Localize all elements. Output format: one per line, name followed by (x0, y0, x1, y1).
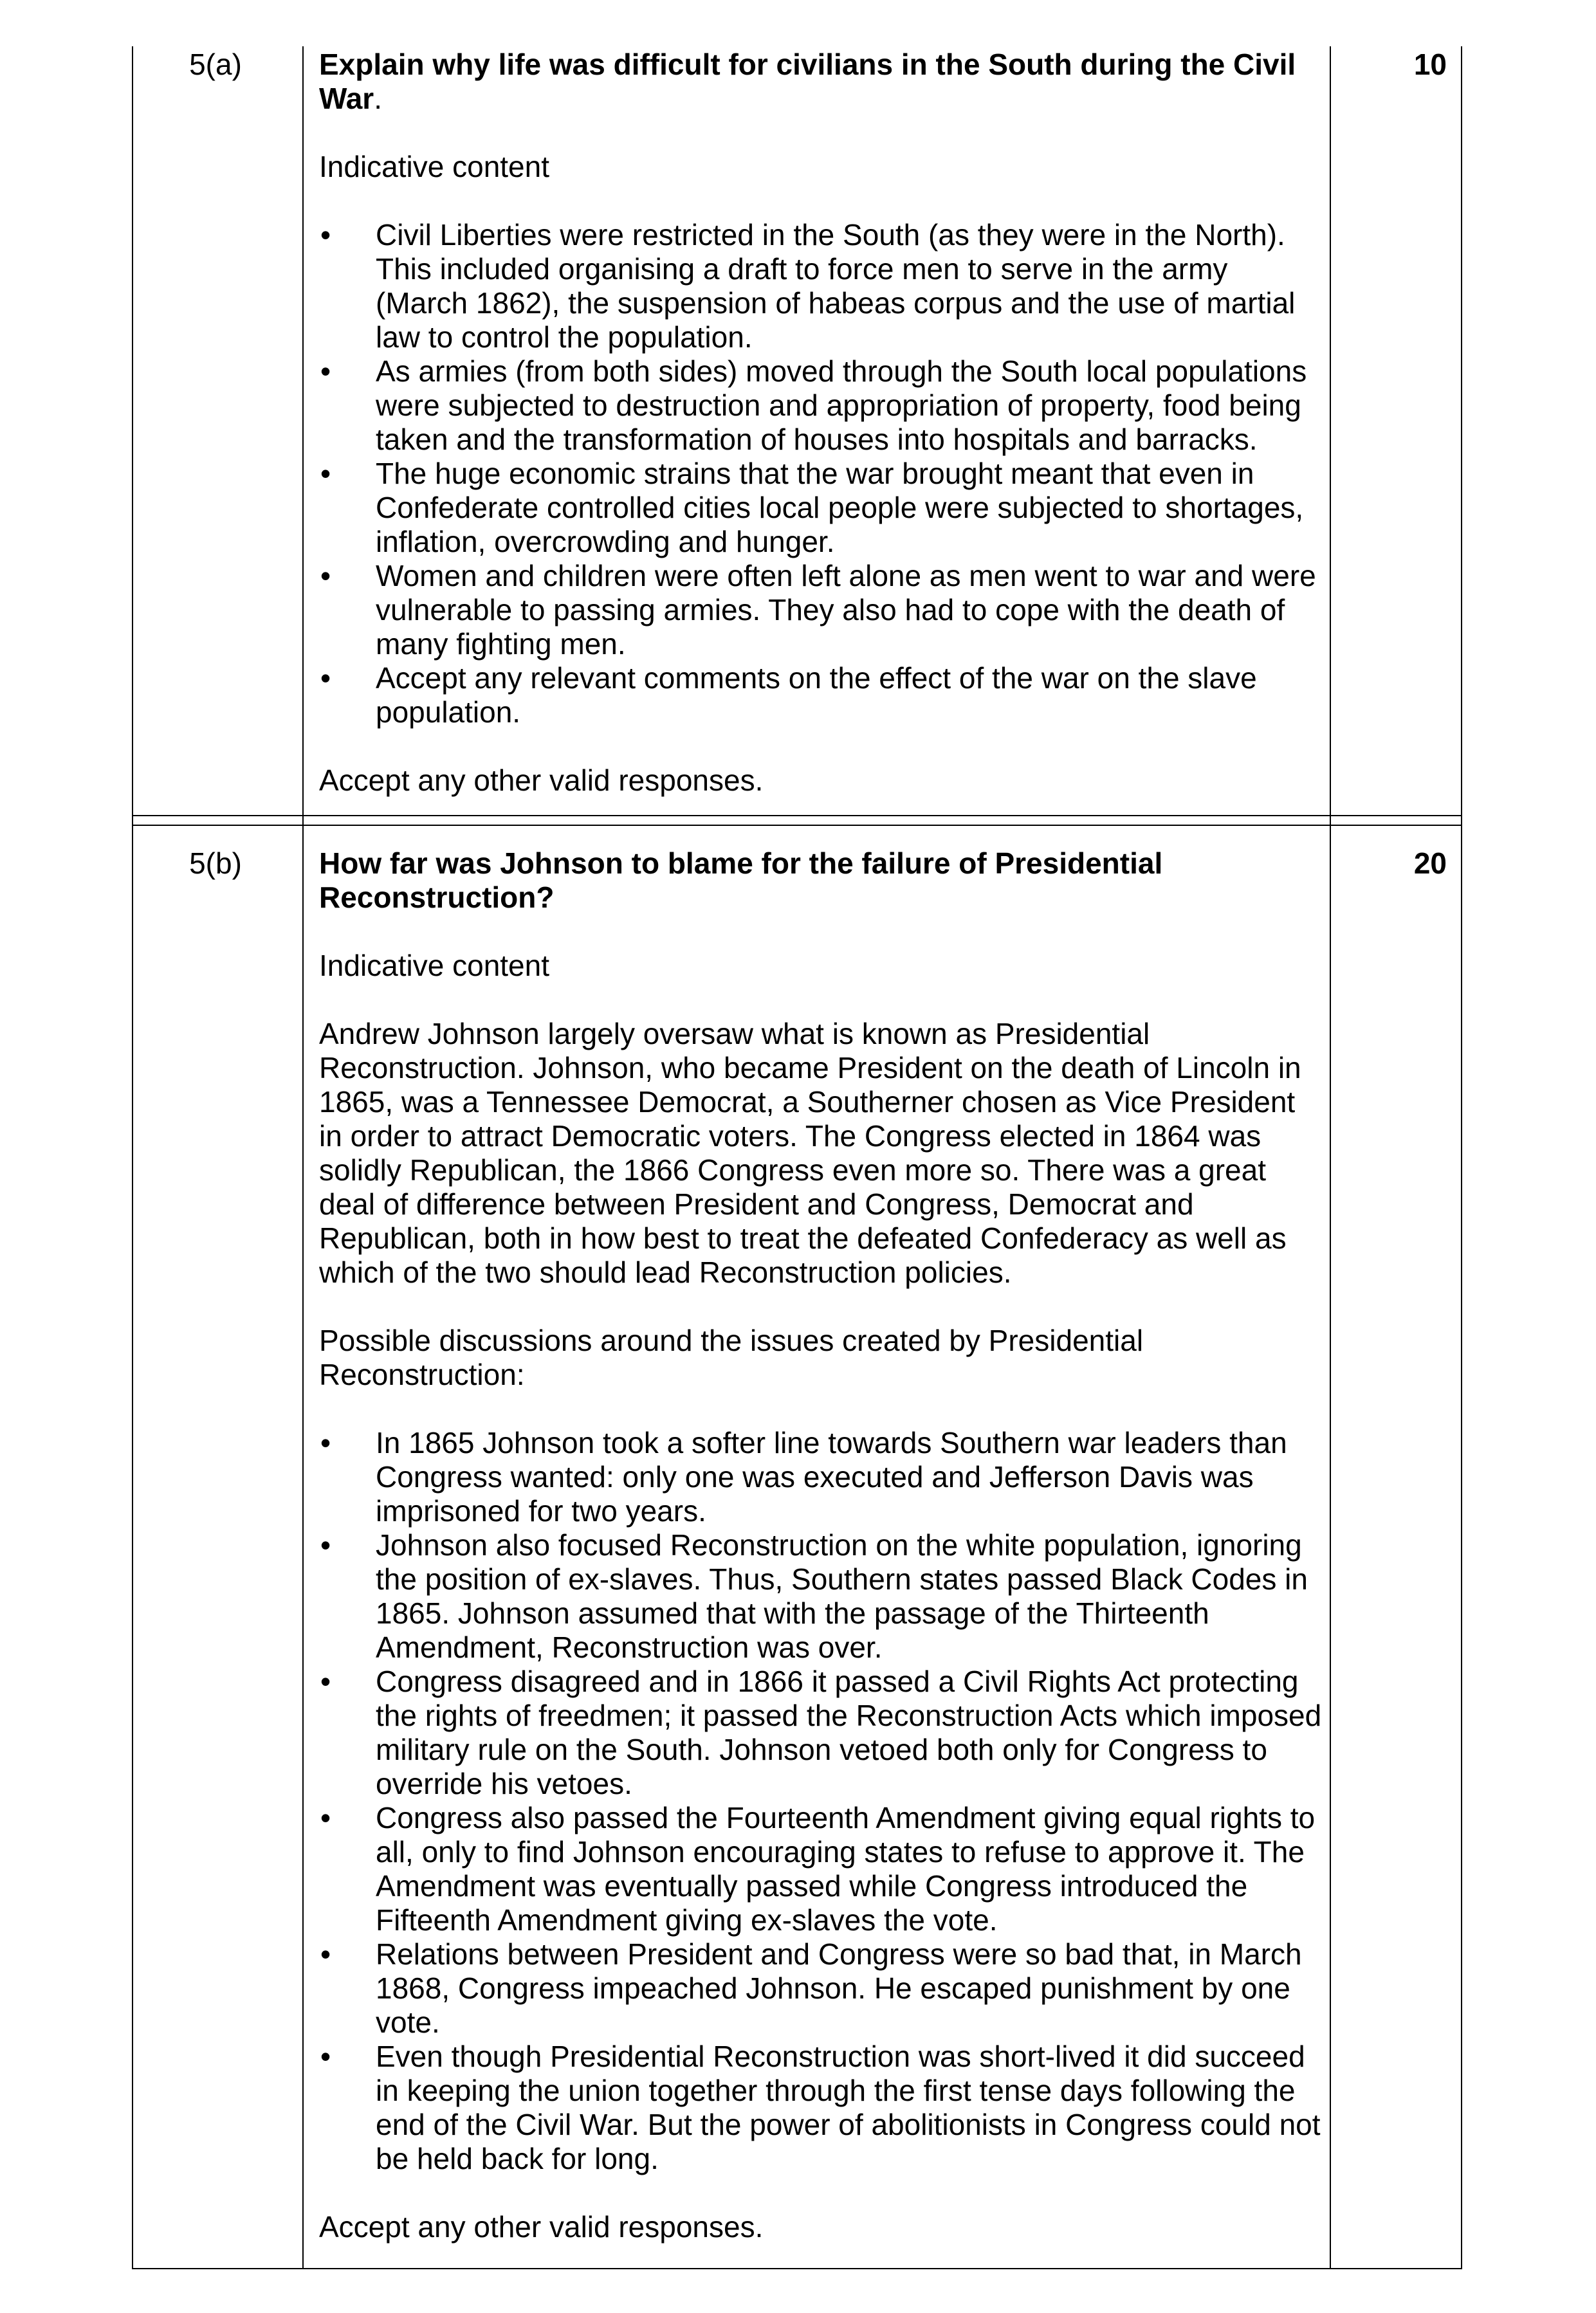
bullet-icon: • (320, 1528, 331, 1562)
list-item (319, 661, 1323, 729)
paragraph: Andrew Johnson largely oversaw what is known as Presidential Reconstruction. Johnson, who became President on the death of Lincoln in 1865, was a Tennessee Democrat, a Southerner chosen as Vice President in order to attract Democratic voters. The Congress elected in 1864 was solidly Republican, the 1866 Congress even more so. There was a great deal of difference between President and Congress, Democrat and Republican, both in how best to treat the defeated Confederacy as well as which of the two should lead Reconstruction policies. (319, 1017, 1301, 1289)
bullet-icon: • (320, 2040, 331, 2073)
question-marks (1338, 846, 1463, 881)
question-content-5a (319, 48, 1323, 798)
question-number: 5(a) (189, 48, 242, 81)
list-item-text: Women and children were often left alone as men went to war and were vulnerable to passing armies. They also had to cope with the death of many fighting men. (376, 559, 1316, 661)
list-item (319, 354, 1323, 457)
list-item (319, 1937, 1323, 2040)
bullet-icon: • (320, 218, 331, 251)
table-col-divider-2 (1330, 46, 1331, 2269)
paragraph: Possible discussions around the issues created by Presidential Reconstruction: (319, 1324, 1144, 1391)
row-separator-top (132, 815, 1462, 816)
marks-value: 20 (1413, 846, 1447, 880)
list-item-text: Accept any relevant comments on the effect of the war on the slave population. (376, 661, 1257, 729)
list-item (319, 1528, 1323, 1665)
list-item-text: Relations between President and Congress were so bad that, in March 1868, Congress impeached Johnson. He escaped punishment by one vote. (376, 1937, 1302, 2039)
list-item-text: The huge economic strains that the war brought meant that even in Confederate controlled cities local people were subjected to shortages, inflation, overcrowding and hunger. (376, 457, 1304, 558)
table-col-divider-1 (302, 46, 304, 2269)
bullet-icon: • (320, 661, 331, 695)
list-item-text: Civil Liberties were restricted in the South (as they were in the North). This included organising a draft to force men to serve in the army (March 1862), the suspension of habeas corpus and the use of martial law to control the population. (376, 218, 1296, 354)
bullet-icon: • (320, 1801, 331, 1834)
bullet-list-5b (319, 1426, 1323, 2176)
indicative-content-heading: Indicative content (319, 150, 550, 183)
bullet-icon: • (320, 1665, 331, 1698)
question-text (319, 48, 1323, 116)
bullet-list-5a (319, 218, 1323, 729)
bullet-icon: • (320, 1426, 331, 1459)
list-item-text: Congress disagreed and in 1866 it passed a Civil Rights Act protecting the rights of freedmen; it passed the Reconstruction Acts which imposed military rule on the South. Johnson vetoed both only for Congress to override his vetoes. (376, 1665, 1322, 1800)
table-right-border (1461, 46, 1462, 2269)
list-item (319, 218, 1323, 354)
list-item-text: Congress also passed the Fourteenth Amendment giving equal rights to all, only to find Johnson encouraging states to refuse to approve it. The Amendment was eventually passed while Congress introduced the Fifteenth Amendment giving ex-slaves the vote. (376, 1801, 1316, 1937)
list-item (319, 457, 1323, 559)
closing-text: Accept any other valid responses. (319, 2210, 764, 2244)
row-separator-bottom (132, 825, 1462, 826)
table-left-border (132, 46, 133, 2269)
list-item (319, 1801, 1323, 1937)
list-item (319, 2040, 1323, 2176)
bullet-icon: • (320, 457, 331, 490)
list-item (319, 1665, 1323, 1801)
question-trail: . (374, 82, 382, 115)
list-item (319, 1426, 1323, 1528)
table-bottom-border (132, 2268, 1462, 2269)
question-text: How far was Johnson to blame for the failure of Presidential Reconstruction? (319, 846, 1163, 914)
question-text-bold: Explain why life was difficult for civilians in the South during the Civil War (319, 48, 1296, 115)
bullet-icon: • (320, 1937, 331, 1971)
indicative-content-heading: Indicative content (319, 949, 550, 982)
list-item-text: In 1865 Johnson took a softer line towards Southern war leaders than Congress wanted: only one was executed and Jefferson Davis was imprisoned for two years. (376, 1426, 1287, 1528)
question-marks (1338, 48, 1463, 82)
marks-value: 10 (1413, 48, 1447, 81)
list-item-text: As armies (from both sides) moved through the South local populations were subjected to destruction and appropriation of property, food being taken and the transformation of houses into hospitals and barracks. (376, 354, 1307, 456)
closing-text: Accept any other valid responses. (319, 763, 764, 797)
bullet-icon: • (320, 559, 331, 592)
list-item (319, 559, 1323, 661)
question-content-5b (319, 846, 1323, 2244)
list-item-text: Johnson also focused Reconstruction on the white population, ignoring the position of ex-slaves. Thus, Southern states passed Black Codes in 1865. Johnson assumed that with the passage of the Thirteenth Amendment, Reconstruction was over. (376, 1528, 1308, 1664)
bullet-icon: • (320, 354, 331, 388)
list-item-text: Even though Presidential Reconstruction was short-lived it did succeed in keeping the union together through the first tense days following the end of the Civil War. But the power of abolitionists in Congress could not be held back for long. (376, 2040, 1321, 2175)
question-number: 5(b) (189, 846, 242, 880)
